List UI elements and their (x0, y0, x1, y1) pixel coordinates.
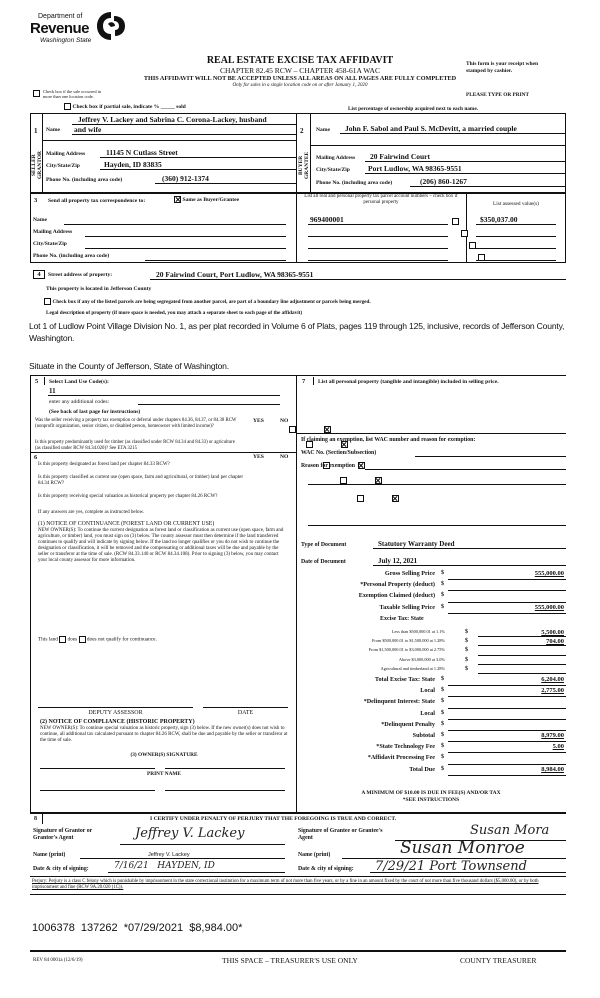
underline (85, 236, 286, 237)
perjury-notice: Perjury: Perjury is a class C felony which is punishable by imprisonment in the state correctional institution for a maximum term of not more than five years, or by a fine in an amount fixed by the court of not more than five thousand dollars ($5,000.00), or by both imprisonment and fine (RCW 9A.20.020 (1C)). (32, 879, 539, 891)
s6-if-yes: If any answers are yes, complete as instructed below. (38, 510, 145, 515)
parcel-header: List all real and personal property tax parcel account numbers – check box if personal property (304, 194, 458, 205)
assessed-value-3[interactable] (476, 248, 556, 249)
doc-type-label: Type of Document (301, 542, 347, 548)
divider (296, 433, 566, 434)
underline (476, 224, 556, 225)
tax-row-label: From $500,000.01 to $1,500,000 at 1.28% (371, 638, 445, 644)
buyer-city-label: City/State/Zip (316, 167, 350, 173)
currency-symbol: $ (465, 638, 468, 645)
parcel-number-2[interactable] (308, 236, 448, 237)
s6-q3-no-checkbox[interactable] (392, 495, 399, 502)
tax-row-label: Gross Selling Price (384, 570, 435, 577)
tax-row-input[interactable] (448, 592, 566, 602)
tax-row-label: Agricultural and timberland at 1.28% (380, 665, 445, 671)
underline (370, 872, 566, 873)
tax-row-value: 8,984.00 (541, 765, 564, 773)
doc-date-value[interactable]: July 12, 2021 (378, 557, 418, 565)
parcel-number-4[interactable] (308, 260, 448, 261)
print-name-label: PRINT NAME (147, 771, 181, 777)
see-back-note: (See back of last page for instructions) (49, 409, 141, 415)
grantor-date-city[interactable]: 7/16/21 HAYDEN, ID (114, 861, 215, 871)
notice-1-title: (1) NOTICE OF CONTINUANCE (FOREST LAND OR CURRENT USE) (38, 521, 215, 527)
additional-codes-input[interactable] (138, 404, 280, 405)
tax-row-label: From $1,500,000.01 to $3,000,000 at 2.75% (368, 647, 445, 653)
underline (365, 173, 566, 174)
divider (30, 950, 566, 952)
tax-row-label: Local (420, 709, 435, 717)
county-note: This property is located in Jefferson County (46, 286, 152, 292)
s5-q1-no-checkbox[interactable] (324, 426, 331, 433)
underline (308, 224, 448, 225)
grantee-signature-label: Signature of Grantee or Grantee's Agent (298, 828, 383, 841)
divider (42, 814, 43, 824)
county-treasurer: COUNTY TREASURER (460, 956, 537, 965)
reason-input[interactable] (365, 469, 566, 470)
grantor-name-label: Name (print) (33, 852, 66, 858)
underline (373, 565, 566, 566)
corr-city-label: City/State/Zip (33, 241, 67, 247)
corr-phone-label: Phone No. (including area code) (33, 253, 110, 259)
ownership-note: List percentage of ownership acquired next to each name. (348, 106, 479, 112)
tax-row-label: Total Excise Tax: State (374, 676, 435, 683)
currency-symbol: $ (441, 687, 444, 694)
continuance-prefix: This land (38, 636, 58, 643)
tax-row-label: Exemption Claimed (deduct) (358, 592, 435, 600)
s6-no-header: NO (280, 454, 289, 460)
tax-row-input[interactable] (448, 581, 566, 591)
underline (72, 124, 296, 125)
underline (72, 134, 296, 135)
currency-symbol: $ (465, 629, 468, 635)
underline (120, 844, 285, 845)
tax-row-value: 6,204.00 (541, 676, 564, 683)
underline (108, 872, 285, 873)
underline (155, 183, 296, 184)
divider (310, 113, 311, 193)
treasurer-use-only: THIS SPACE – TREASURER'S USE ONLY (222, 956, 358, 965)
section-7-number: 7 (302, 378, 306, 385)
tax-row-value: 5.00 (552, 743, 564, 751)
personal-property-checkbox-1[interactable] (452, 218, 459, 225)
grantor-date-label: Date & city of signing: (33, 866, 89, 872)
underline (410, 186, 566, 187)
segregated-check[interactable] (44, 298, 371, 305)
buyer-name-value[interactable]: John F. Sabol and Paul S. McDevitt, a married couple (345, 124, 517, 133)
seller-phone-value[interactable]: (360) 912-1374 (162, 174, 209, 183)
currency-symbol: $ (441, 754, 444, 761)
assessed-header: List assessed value(s) (493, 201, 539, 207)
currency-symbol: $ (441, 592, 444, 599)
tax-row-label: Less than $500,000.01 at 1.1% (391, 629, 445, 634)
logo-dept: Department of (38, 13, 83, 20)
section-3-number: 3 (34, 197, 38, 204)
owner-signature-line-1[interactable] (40, 768, 155, 769)
tax-row-value: 2,775.00 (541, 687, 564, 695)
tax-row-input[interactable] (448, 721, 566, 731)
tax-row-label: *Affidavit Processing Fee (367, 754, 435, 762)
does-not-label: does not qualify for continuance. (86, 636, 157, 643)
notice-2-title: (2) NOTICE OF COMPLIANCE (HISTORIC PROPERTY) (40, 719, 195, 725)
logo-state: Washington State (40, 37, 92, 44)
currency-symbol: $ (441, 603, 444, 610)
seller-city-value[interactable]: Hayden, ID 83835 (104, 160, 162, 169)
tax-row-label: Above $3,000,000 at 3.0% (398, 656, 445, 662)
divider (30, 812, 566, 814)
currency-symbol: $ (441, 709, 444, 716)
street-address-value[interactable]: 20 Fairwind Court, Port Ludlow, WA 98365-9551 (156, 270, 314, 279)
divider (30, 876, 566, 877)
s5-yes-header: YES (253, 418, 264, 424)
section-3-label: Send all property tax correspondence to: (48, 198, 146, 204)
logo-name: Revenue (30, 20, 90, 37)
excise-header: Excise Tax: State (380, 616, 424, 622)
parcel-number-3[interactable] (308, 248, 448, 249)
s6-q2: Is this property classified as current use (open space, farm and agricultural, or timber) land per chapter 84.34 RCW? (38, 475, 243, 486)
underline (100, 157, 296, 158)
deputy-assessor-signature-line[interactable] (38, 707, 193, 708)
s5-no-header: NO (280, 418, 289, 424)
checkbox[interactable] (64, 103, 71, 110)
currency-symbol: $ (441, 720, 444, 727)
deputy-assessor-label: DEPUTY ASSESSOR (88, 710, 143, 716)
divider (44, 377, 45, 385)
divider (42, 140, 296, 141)
section-8-number: 8 (34, 816, 37, 822)
assessor-date-line[interactable] (203, 707, 288, 708)
does-label: does (67, 636, 78, 643)
assessed-value-1[interactable]: $350,037.00 (480, 215, 518, 224)
reason-input-line3[interactable] (308, 525, 566, 526)
receipt-note: This form is your receipt when stamped by cashier. (466, 61, 539, 74)
owner-signature-label: (3) OWNER(S) SIGNATURE (130, 752, 198, 758)
underline (48, 395, 280, 396)
grantee-date-label: Date & city of signing: (298, 866, 354, 872)
print-name-line-2[interactable] (165, 790, 285, 791)
buyer-mailing-label: Mailing Address (316, 155, 356, 161)
dor-swirl-logo-icon (94, 10, 128, 42)
tax-row-value: 8,979.00 (541, 732, 564, 739)
checkbox[interactable] (44, 298, 51, 305)
tax-row-label: *Delinquent Interest: State (363, 698, 435, 706)
underline (145, 260, 286, 261)
s6-q1: Is this property designated as forest land per chapter 84.33 RCW? (38, 462, 170, 467)
partial-sale-check[interactable] (64, 103, 186, 110)
currency-symbol: $ (465, 665, 468, 672)
divider (30, 376, 31, 812)
section-6-number: 6 (34, 454, 38, 461)
rev-number: REV 84 0001a (12/6/19) (33, 958, 83, 963)
currency-symbol: $ (441, 698, 444, 705)
please-type: PLEASE TYPE OR PRINT (466, 92, 530, 98)
currency-symbol: $ (465, 647, 468, 654)
tax-row-value: 555,000.00 (534, 570, 564, 577)
buyer-phone-value[interactable]: (206) 860-1267 (420, 177, 467, 186)
exemption-label: If claiming an exemption, list WAC number and reason for exemption: (301, 437, 476, 443)
grantor-signature-label: Signature of Grantor or Grantor's Agent (33, 828, 93, 841)
s6-q2-yes-checkbox[interactable] (340, 477, 347, 484)
grantor-name-value[interactable]: Jeffrey V. Lackey (148, 852, 190, 858)
land-use-label: Select Land Use Code(s): (49, 379, 109, 385)
same-as-buyer-label: Same as Buyer/Grantee (182, 196, 240, 203)
grantor-signature[interactable]: Jeffrey V. Lackey (135, 826, 245, 841)
minimum-note: A MINIMUM OF $10.00 IS DUE IN FEE(S) AND/OR TAX (361, 790, 501, 796)
grantee-name-label: Name (print) (298, 852, 331, 858)
divider (296, 113, 297, 193)
notice-1-body: NEW OWNER(S): To continue the current designation as forest land or classification as current use (open space, farm and agriculture, or timber) land, you must sign on (3) below. The county assessor must then determine if the land transferred continues to qualify and will indicate by signing below. If the land no longer qualifies or you do not wish to continue the designation or classification, it will be removed and the compensating or additional taxes will be due and payable by the seller or transferor at the time of sale. (RCW 84.33.140 or RCW 84.34.108). Prior to signing (3) below, you may contact your local county assessor for more information. (38, 528, 284, 563)
tax-row-value: 704.00 (546, 638, 564, 646)
grantee-date-city[interactable]: 7/29/21 Port Townsend (375, 859, 527, 874)
does-not-checkbox[interactable] (79, 636, 86, 643)
doc-type-value[interactable]: Statutory Warranty Deed (378, 540, 455, 548)
grantee-name-value[interactable]: Susan Monroe (400, 838, 525, 858)
reason-label: Reason for exemption (301, 463, 355, 469)
s5-q2: Is this property predominantly used for timber (as classified under RCW 84.34 and 84.33) or agriculture (as classified under RCW 84.34.020)? See ETA 3215 (35, 440, 235, 451)
partial-sale-label: Check box if partial sale, indicate % _____ sold (72, 103, 186, 110)
reason-input-line2[interactable] (308, 484, 566, 485)
multi-location-label: Check box if the sale occurred in more than one location code. (43, 89, 102, 99)
tax-row-value: 5,500.00 (541, 629, 564, 636)
seller-name-value[interactable]: Jeffrey V. Lackey and Sabrina C. Corona-Lackey, husband (78, 115, 267, 124)
treasurer-stamp: 1006378 137262 *07/29/2021 $8,984.00* (32, 922, 243, 934)
legal-desc-label: Legal description of property (if more space is needed, you may attach a separate sheet to each page of the affidavit) (46, 310, 303, 316)
underline (100, 169, 296, 170)
tax-row-input[interactable] (448, 698, 566, 708)
currency-symbol: $ (441, 676, 444, 682)
tax-row-input[interactable] (448, 754, 566, 764)
corr-mailing-label: Mailing Address (33, 229, 73, 235)
underline (373, 548, 566, 549)
buyer-name-label: Name (316, 127, 330, 133)
tax-row-label: Taxable Selling Price (379, 603, 435, 611)
does-checkbox[interactable] (59, 636, 66, 643)
notice-2-body: NEW OWNER(S): To continue special valuation as historic property, sign (3) below. If the new owner(s) does not wish to continue, all additional tax calculated pursuant to chapter 84.26 RCW, shall be due and payable by the seller or transferor at the time of sale. (40, 726, 288, 743)
tax-row-value: 555,000.00 (534, 603, 564, 611)
buyer-city-value[interactable]: Port Ludlow, WA 98365-9551 (368, 164, 462, 173)
section-5-number: 5 (35, 378, 39, 385)
currency-symbol: $ (465, 656, 468, 663)
underline (85, 248, 286, 249)
tax-row-label: Total Due (409, 765, 435, 773)
seller-city-label: City/State/Zip (46, 163, 80, 169)
seller-mailing-value[interactable]: 11145 N Cutlass Street (106, 148, 178, 157)
tax-row-label: *State Technology Fee (376, 743, 435, 751)
continuance-line (38, 636, 157, 643)
legal-description[interactable]: Lot 1 of Ludlow Point Village Division No. 1, as per plat recorded in Volume 6 of Plats, pages 119 through 125, inclusive, records of Jefferson County, Washington. (29, 321, 565, 343)
currency-symbol: $ (441, 732, 444, 738)
underline (80, 858, 285, 859)
corr-name-label: Name (33, 217, 47, 223)
underline (64, 224, 286, 225)
form-subtitle: CHAPTER 82.45 RCW – CHAPTER 458-61A WAC (220, 66, 380, 75)
owner-signature-line-2[interactable] (165, 768, 285, 769)
s6-q3: Is this property receiving special valuation as historical property per chapter 84.26 RCW? (38, 494, 218, 499)
section-1-number: 1 (34, 127, 38, 135)
section-4-number: 4 (33, 270, 45, 279)
seller-side-label: SELLER GRANTOR (31, 151, 43, 180)
divider (30, 375, 566, 376)
assessed-value-2[interactable] (476, 236, 556, 237)
seller-name-label: Name (46, 127, 60, 133)
divider (310, 145, 566, 146)
personal-property-checkbox-2[interactable] (461, 230, 468, 237)
personal-property-label: List all personal property (tangible and intangible) included in selling price. (318, 379, 499, 385)
tax-row-input[interactable] (478, 666, 566, 674)
street-address-label: Street address of property: (48, 272, 113, 278)
see-instructions: *SEE INSTRUCTIONS (402, 797, 460, 803)
seller-phone-label: Phone No. (including area code) (46, 177, 123, 183)
same-as-buyer-check[interactable] (174, 196, 239, 203)
segregated-label: Check box if any of the listed parcels are being segregated from another parcel, are part of a boundary line adjustment or parcels being merged. (52, 298, 371, 305)
wac-input[interactable] (415, 456, 566, 457)
s6-q1-no-checkbox[interactable] (358, 462, 365, 469)
tax-row-label: Subtotal (412, 732, 435, 739)
certify-statement: I CERTIFY UNDER PENALTY OF PERJURY THAT THE FOREGOING IS TRUE AND CORRECT. (150, 816, 397, 822)
tax-row-input[interactable] (478, 657, 566, 665)
grantee-signature[interactable]: Susan Mora (470, 823, 550, 838)
land-use-code[interactable]: 11 (49, 387, 56, 395)
tax-row-input[interactable] (448, 710, 566, 720)
form-warning: THIS AFFIDAVIT WILL NOT BE ACCEPTED UNLESS ALL AREAS ON ALL PAGES ARE FULLY COMPLETED (143, 75, 457, 82)
buyer-side-label: BUYER GRANTEE (298, 151, 310, 179)
seller-mailing-label: Mailing Address (46, 151, 86, 157)
underline (365, 161, 566, 162)
doc-date-label: Date of Document (301, 559, 346, 565)
situate: Situate in the County of Jefferson, State of Washington. (29, 361, 229, 371)
tax-row-label: Local (420, 687, 435, 695)
currency-symbol: $ (441, 581, 444, 588)
parcel-number-1[interactable]: 969400001 (310, 215, 344, 224)
s6-yes-header: YES (253, 454, 264, 460)
print-name-line-1[interactable] (40, 790, 155, 791)
form-title: REAL ESTATE EXCISE TAX AFFIDAVIT (206, 55, 394, 66)
tax-row-label: *Personal Property (deduct) (360, 581, 435, 589)
currency-symbol: $ (441, 570, 444, 576)
buyer-phone-label: Phone No. (including area code) (316, 180, 393, 186)
assessor-date-label: DATE (237, 710, 254, 716)
checkbox-checked[interactable] (174, 196, 181, 203)
s5-q1-yes-checkbox[interactable] (289, 426, 296, 433)
s5-q1: Was the seller receiving a property tax exemption or deferral under chapters 84.36, 84.37, or 84.38 RCW (nonprofit organization, senior citizen, or disabled person, homeowner with limited income)? (35, 418, 237, 429)
additional-codes-label: enter any additional codes: (49, 399, 110, 405)
divider (296, 193, 297, 263)
currency-symbol: $ (441, 765, 444, 772)
divider (30, 894, 566, 895)
seller-name-value-line2[interactable]: and wife (74, 125, 102, 134)
underline (340, 133, 566, 134)
assessed-value-4[interactable] (476, 260, 556, 261)
form-note: Only for sales in a single location code on or after January 1, 2020 (232, 83, 368, 88)
tax-row-input[interactable] (478, 647, 566, 655)
wac-label: WAC No. (Section/Subsection) (301, 450, 377, 456)
divider (30, 452, 296, 453)
s6-q3-yes-checkbox[interactable] (357, 495, 364, 502)
currency-symbol: $ (441, 743, 444, 750)
underline (150, 279, 566, 280)
s6-q2-no-checkbox[interactable] (375, 477, 382, 484)
section-2-number: 2 (300, 127, 304, 135)
divider (313, 377, 314, 385)
personal-property-checkbox-3[interactable] (469, 242, 476, 249)
dor-logo (30, 10, 130, 50)
buyer-mailing-value[interactable]: 20 Fairwind Court (370, 152, 430, 161)
tax-row-label: *Delinquent Penalty (381, 720, 435, 728)
checkbox[interactable] (33, 90, 40, 97)
